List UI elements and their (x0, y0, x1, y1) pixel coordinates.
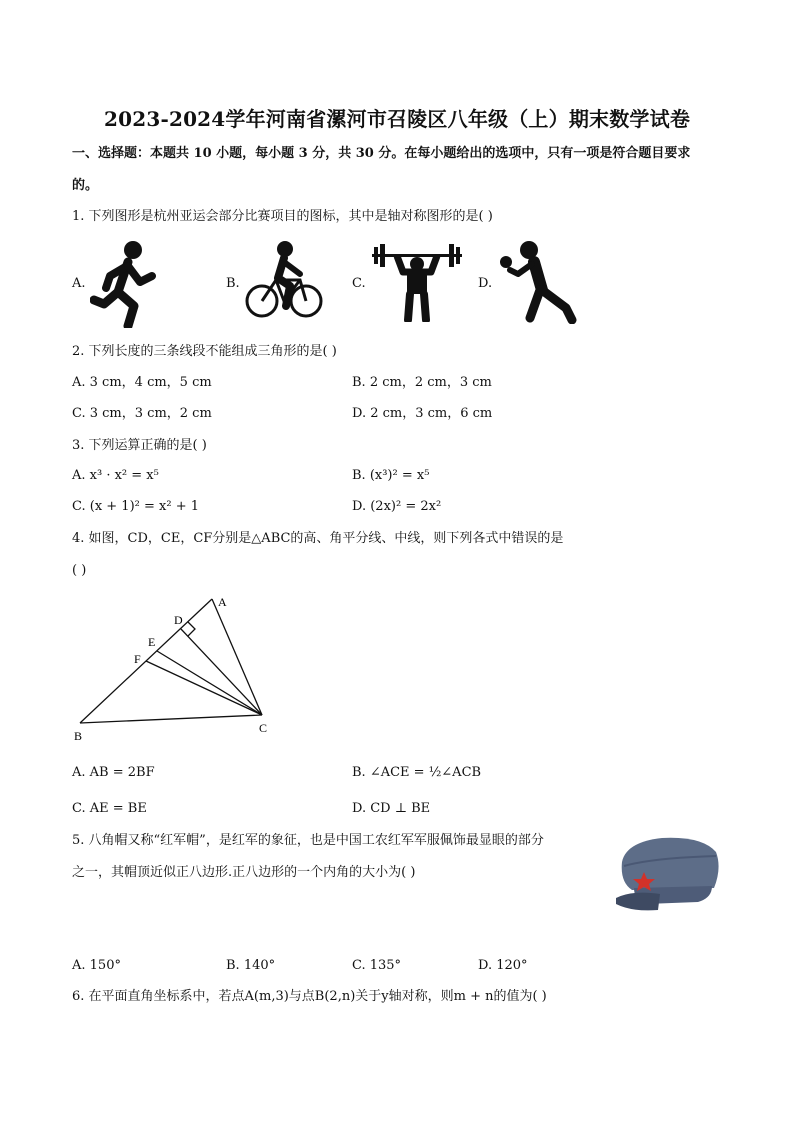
q5-option-d: D. 120° (478, 958, 528, 973)
label-a: A (218, 595, 227, 609)
question-2-stem: 2. 下列长度的三条线段不能组成三角形的是( ) (72, 344, 337, 359)
label-d: D (174, 613, 183, 627)
red-army-cap-image (612, 832, 724, 914)
question-4-stem-line2: ( ) (72, 563, 87, 578)
label-f: F (134, 652, 141, 666)
q5-option-b: B. 140° (226, 958, 276, 973)
q4-option-d: D. CD ⊥ BE (352, 801, 431, 816)
section-heading-line1: 一、选择题：本题共 10 小题，每小题 3 分，共 30 分。在每小题给出的选项中，只有一项是符合题目要求 (72, 146, 691, 161)
q3-option-b: B. (x³)² = x⁵ (352, 468, 430, 483)
q3-option-c: C. (x + 1)² = x² + 1 (72, 499, 199, 514)
q3-option-d: D. (2x)² = 2x² (352, 499, 442, 514)
q1-option-b-label: B. (226, 276, 240, 291)
q1-option-d-label: D. (478, 276, 493, 291)
segment-cd (181, 629, 262, 715)
q2-option-a: A. 3 cm，4 cm，5 cm (72, 375, 212, 390)
question-3-stem: 3. 下列运算正确的是( ) (72, 438, 207, 453)
right-angle-mark (188, 622, 195, 636)
q2-option-b: B. 2 cm，2 cm，3 cm (352, 375, 492, 390)
page-title: 2023-2024学年河南省漯河市召陵区八年级（上）期末数学试卷 (103, 107, 691, 131)
q2-option-d: D. 2 cm，3 cm，6 cm (352, 406, 493, 421)
label-b: B (74, 729, 83, 743)
side-bc (80, 715, 262, 723)
question-6-stem: 6. 在平面直角坐标系中，若点A(m,3)与点B(2,n)关于y轴对称，则m + n的值为( ) (72, 989, 547, 1004)
triangle-figure (70, 590, 280, 745)
q5-option-c: C. 135° (352, 958, 402, 973)
running-icon (90, 240, 160, 328)
q4-option-a: A. AB = 2BF (72, 765, 155, 780)
q2-option-c: C. 3 cm，3 cm，2 cm (72, 406, 212, 421)
side-ac (212, 599, 262, 715)
q1-option-a-label: A. (72, 276, 86, 291)
weightlifting-icon (370, 242, 464, 322)
q4-option-c: C. AE = BE (72, 801, 147, 816)
question-4-stem-line1: 4. 如图，CD，CE，CF分别是△ABC的高、角平分线、中线，则下列各式中错误的是 (72, 531, 564, 546)
q3-option-a: A. x³ · x² = x⁵ (72, 468, 159, 483)
q4-option-b: B. ∠ACE = ½∠ACB (352, 765, 482, 780)
question-5-stem-line2: 之一，其帽顶近似正八边形.正八边形的一个内角的大小为( ) (72, 865, 416, 880)
cycling-icon (244, 240, 324, 322)
segment-cf (146, 661, 262, 715)
segment-ce (157, 651, 262, 715)
question-1-stem: 1. 下列图形是杭州亚运会部分比赛项目的图标，其中是轴对称图形的是( ) (72, 209, 493, 224)
label-c: C (259, 721, 268, 735)
label-e: E (148, 635, 156, 649)
question-5-stem-line1: 5. 八角帽又称“红军帽”，是红军的象征，也是中国工农红军军服佩饰最显眼的部分 (72, 833, 544, 848)
section-heading-line2: 的。 (72, 178, 99, 193)
q5-option-a: A. 150° (72, 958, 121, 973)
volleyball-icon (496, 240, 580, 324)
q1-option-c-label: C. (352, 276, 366, 291)
